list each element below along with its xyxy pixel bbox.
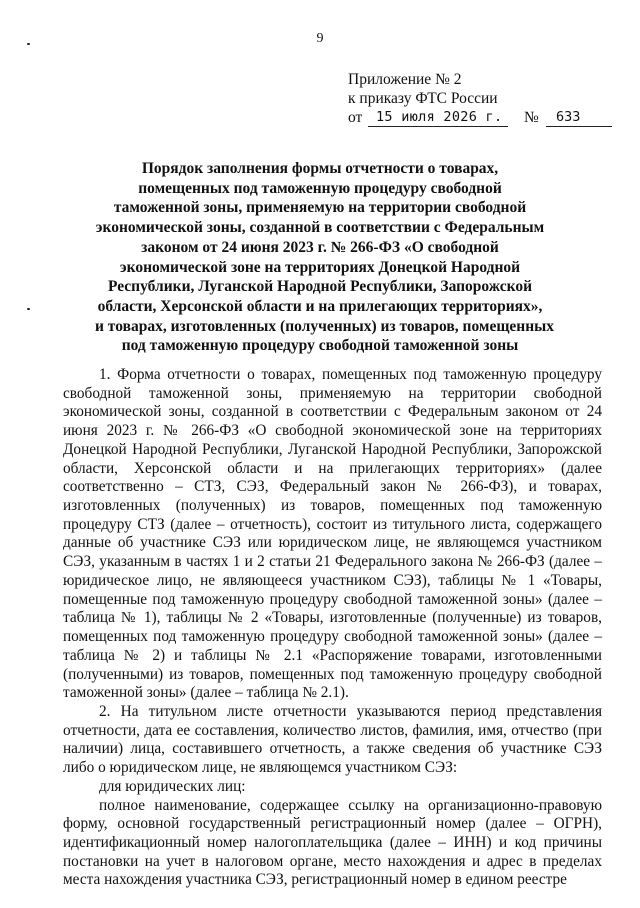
- paragraph-full-name: полное наименование, содержащее ссылку на организационно-правовую форму, основной государственный регистрационный номер (далее – ОГРН), идентификационный номер налогоплательщика (далее – ИНН) и код причины постановки на учет в налоговом органе, место нахождения и адрес в пределах места нахождения участника СЭЗ, регистрационный номер в едином реестре: [63, 796, 602, 889]
- title-line: таможенной зоны, применяемую на территории свободной: [113, 199, 527, 217]
- order-date-number-line: [348, 108, 610, 127]
- title-line: экономической зоны, созданной в соответствии с Федеральным: [95, 219, 545, 237]
- order-number-label: №: [524, 109, 539, 126]
- scan-speck: [27, 308, 30, 310]
- title-line: и товарах, изготовленных (полученных) из товаров, помещенных: [95, 317, 555, 335]
- title-line: области, Херсонской области и на прилегающих территориях»,: [97, 297, 543, 315]
- appendix-order-reference: к приказу ФТС России: [348, 90, 498, 107]
- title-line: Республики, Луганской Народной Республики, Запорожской: [107, 278, 533, 296]
- paragraph-1: 1. Форма отчетности о товарах, помещенных под таможенную процедуру свободной таможенной зоны, применяемую на территории свободной экономической зоны, созданной в соответствии с Федеральным законом от 24 июня 2023 г. № 266-ФЗ «О свободной экономической зоне на территориях Донецкой Народной Республики, Луганской Народной Республики, Запорожской области, Херсонской области и на прилегающих территориях» (далее соответственно – СТЗ, СЭЗ, Федеральный закон № 266-ФЗ), и товарах, изготовленных (полученных) из товаров, помещенных под таможенную процедуру СТЗ (далее – отчетность), состоит из титульного листа, содержащего данные об участнике СЭЗ или юридическом лице, не являющемся участником СЭЗ, указанным в частях 1 и 2 статьи 21 Федерального закона № 266-ФЗ (далее – юридическое лицо, не являющееся участником СЭЗ), таблицы № 1 «Товары, помещенные под таможенную процедуру свободной таможенной зоны» (далее – таблица № 1), таблицы № 2 «Товары, изготовленные (полученные) из товаров, помещенных под таможенную процедуру свободной таможенной зоны» (далее – таблица № 2) и таблицы № 2.1 «Распоряжение товарами, изготовленными (полученными) из товаров, помещенных под таможенную процедуру свободной таможенной зоны» (далее – таблица № 2.1).: [63, 366, 602, 702]
- title-line: под таможенную процедуру свободной таможенной зоны: [121, 337, 519, 355]
- order-date: 15 июля 2026 г.: [368, 108, 508, 127]
- paragraph-2: 2. На титульном листе отчетности указываются период представления отчетности, дата ее составления, количество листов, фамилия, имя, отчество (при наличии) лица, составившего отчетность, а также сведения об участнике СЭЗ либо о юридическом лице, не являющемся участником СЭЗ:: [63, 702, 602, 777]
- document-body: [63, 366, 602, 890]
- appendix-title: Приложение № 2: [348, 71, 462, 88]
- appendix-header: [348, 70, 610, 127]
- page-number: 9: [316, 31, 324, 46]
- title-line: экономической зоне на территориях Донецкой Народной: [119, 258, 521, 276]
- title-line: Порядок заполнения формы отчетности о товарах,: [141, 160, 499, 177]
- title-line: законом от 24 июня 2023 г. № 266-ФЗ «О свободной: [141, 238, 499, 256]
- document-title: [95, 159, 555, 356]
- title-line: помещенных под таможенную процедуру свободной: [138, 179, 502, 197]
- order-prefix: от: [348, 109, 363, 126]
- order-number: 633: [546, 108, 612, 127]
- paragraph-legal-entities: для юридических лиц:: [99, 777, 246, 795]
